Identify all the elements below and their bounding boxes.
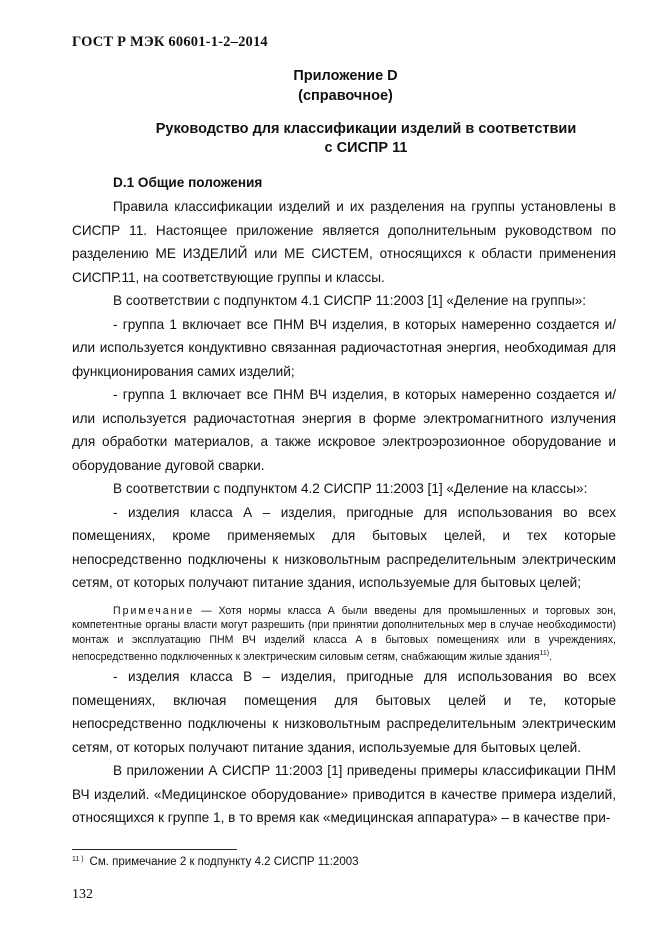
annex-title-block [0,66,661,106]
paragraph: - изделия класса В – изделия, пригодные для использования во всех помещениях, включая помещения для бытовых целей и те, которые непосредственно подключены к низковольтным распределительным электрическим сетям, от которых получают питание здания, используемые для бытовых целей. [72,669,616,755]
guide-title-block [72,120,660,158]
footnote [72,856,359,868]
footnote-divider [72,849,237,850]
paragraph: - группа 1 включает все ПНМ ВЧ изделия, в которых намеренно создается и/или используется радиочастотная энергия в форме электромагнитного излучения для обработки материалов, а также искровое электроэрозионное оборудование и оборудование дуговой сварки. [72,387,616,473]
annex-title: Приложение D [293,68,398,84]
paragraph: - изделия класса А – изделия, пригодные для использования во всех помещениях, кроме применяемых для бытовых целей, и тех которые непосредственно подключены к низковольтным распределительным электрическим сетям, от которых получают питание здания, используемые для бытовых целей; [72,504,616,590]
page-number: 132 [72,887,93,902]
footnote-mark: 11 ) [72,856,84,863]
annex-subtitle: (справочное) [298,88,393,104]
paragraph: В приложении А СИСПР 11:2003 [1] приведены примеры классификации ПНМ ВЧ изделий. «Медицинское оборудование» приводится в качестве примера изделий, относящихся к группе 1, в то время как «медицинская аппаратура» – в качестве при- [72,763,616,825]
paragraph: - группа 1 включает все ПНМ ВЧ изделия, в которых намеренно создается и/или используется кондуктивно связанная радиочастотная энергия, необходимая для функционирования самих изделий; [72,316,616,379]
guide-title-line-1: Руководство для классификации изделий в соответствии [155,121,577,137]
body-text [72,195,616,595]
paragraph: В соответствии с подпунктом 4.1 СИСПР 11:2003 [1] «Деление на группы»: [113,293,587,308]
note-block [72,604,616,664]
body-text-continued [72,665,616,830]
guide-title-line-2: с СИСПР 11 [324,140,408,156]
section-heading: D.1 Общие положения [113,175,263,190]
footnote-text: См. примечание 2 к подпункту 4.2 СИСПР 11:2003 [89,856,359,868]
paragraph: В соответствии с подпунктом 4.2 СИСПР 11:2003 [1] «Деление на классы»: [113,481,588,496]
paragraph: Правила классификации изделий и их разделения на группы установлены в СИСПР 11. Настоящее приложение является дополнительным руководством по разделению МЕ ИЗДЕЛИЙ или МЕ СИСТЕМ, относящихся к области применения СИСПР.11, на соответствующие группы и классы. [72,199,616,285]
note-end: . [549,650,553,663]
note-label: Примечание [113,605,195,617]
standard-header: ГОСТ Р МЭК 60601-1-2–2014 [72,34,268,50]
note-text: — Хотя нормы класса А были введены для промышленных и торговых зон, компетентные органы власти могут разрешить (при принятии дополнительных мер в случае необходимости) монтаж и эксплуатацию ПНМ ВЧ изделий класса А в бытовых помещениях или в учреждениях, непосредственно подключенных к электрическим силовым сетям, снабжающим жилые здания [72,605,616,663]
note-footnote-ref: 11) [539,649,550,657]
